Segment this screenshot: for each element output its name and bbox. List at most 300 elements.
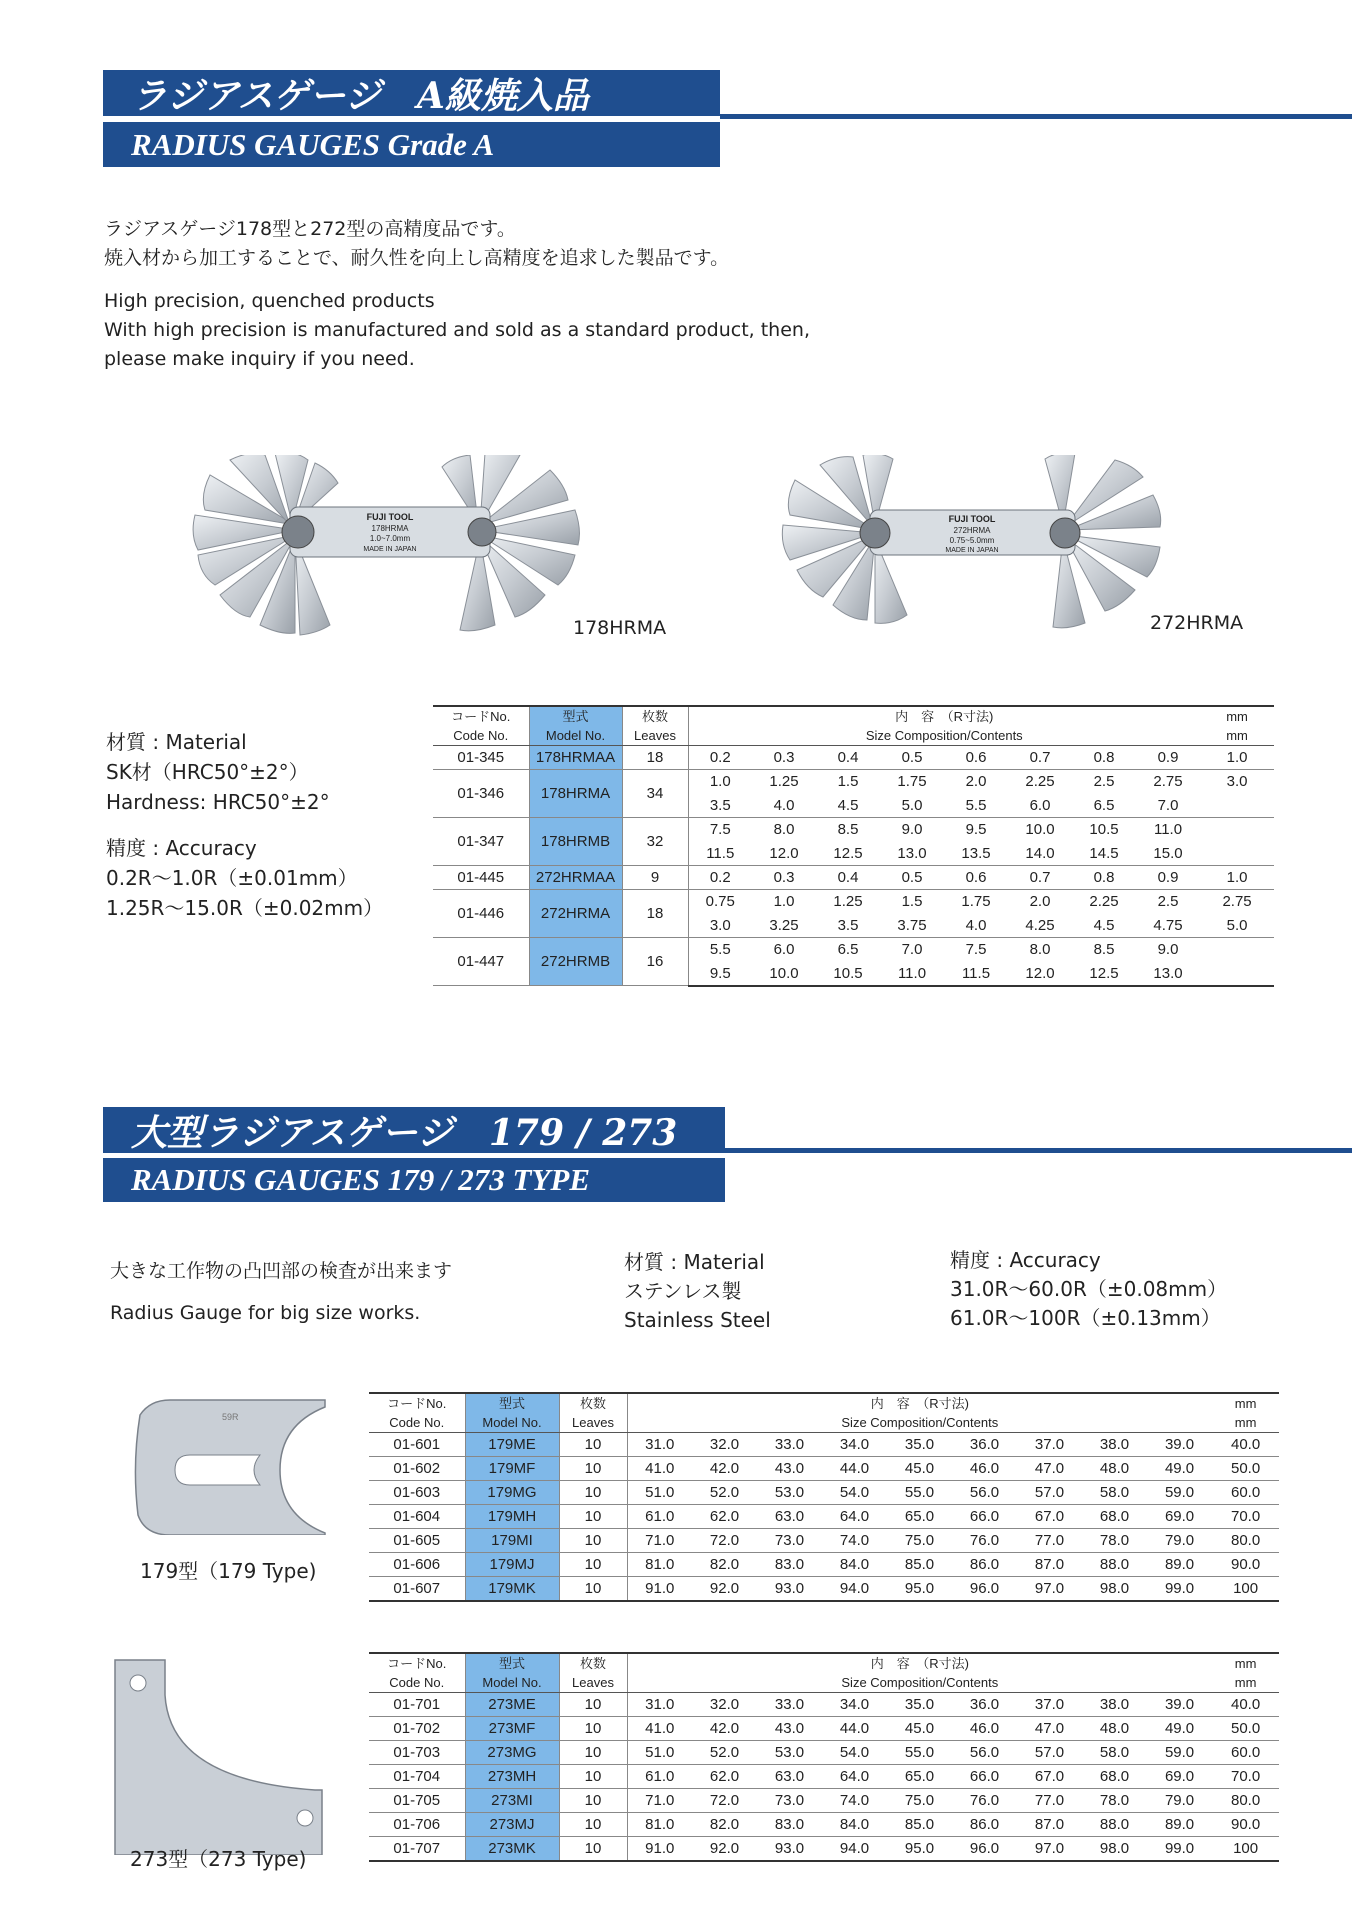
model-cell: 272HRMAA bbox=[529, 866, 622, 890]
size-cell: 92.0 bbox=[692, 1837, 757, 1861]
model-cell: 179MF bbox=[465, 1457, 559, 1481]
product-image-178hrma bbox=[190, 455, 590, 645]
size-cell: 3.0 bbox=[1226, 773, 1248, 791]
code-cell: 01-445 bbox=[433, 866, 529, 890]
pivot-right-icon bbox=[468, 518, 496, 546]
size-cell: 1.75 bbox=[897, 773, 927, 791]
section1-specs bbox=[106, 727, 383, 923]
code-cell: 01-604 bbox=[369, 1505, 465, 1529]
code-cell: 01-606 bbox=[369, 1553, 465, 1577]
material-label: 材質 : Material bbox=[624, 1250, 765, 1274]
size-cell: 47.0 bbox=[1017, 1717, 1082, 1741]
size-cell: 97.0 bbox=[1017, 1837, 1082, 1861]
size-cell: 47.0 bbox=[1017, 1457, 1082, 1481]
size-cell: 0.6 bbox=[944, 866, 1008, 890]
section2-material bbox=[624, 1248, 771, 1335]
model-cell: 178HRMA bbox=[529, 770, 622, 818]
size-cell: 31.0 bbox=[627, 1693, 692, 1717]
size-cell: 67.0 bbox=[1017, 1505, 1082, 1529]
size-cell: 100 bbox=[1212, 1577, 1279, 1601]
size-cell: 1.0 bbox=[1200, 746, 1274, 770]
leaves-cell: 10 bbox=[559, 1813, 627, 1837]
table-row bbox=[369, 1693, 1279, 1717]
table-row bbox=[369, 1741, 1279, 1765]
size-cell: 0.7 bbox=[1008, 866, 1072, 890]
material-jp: SK材（HRC50°±2°） bbox=[106, 760, 309, 784]
model-cell: 178HRMAA bbox=[529, 746, 622, 770]
code-cell: 01-346 bbox=[433, 770, 529, 818]
size-cell: 3.5 bbox=[816, 914, 880, 938]
size-cell: 1.25 bbox=[769, 773, 799, 791]
size-cell: 1.5 bbox=[901, 893, 923, 911]
header-leaves: 枚数 Leaves bbox=[622, 706, 688, 746]
size-cell: 0.2 bbox=[688, 866, 752, 890]
code-cell: 01-347 bbox=[433, 818, 529, 866]
leaves-cell: 34 bbox=[622, 770, 688, 818]
size-cell: 87.0 bbox=[1017, 1553, 1082, 1577]
size-cell: 5.5 bbox=[709, 941, 731, 959]
size-cell bbox=[1200, 938, 1274, 962]
size-cell: 73.0 bbox=[757, 1789, 822, 1813]
size-cell: 2.25 bbox=[1025, 773, 1055, 791]
size-cell: 64.0 bbox=[822, 1765, 887, 1789]
size-cell: 11.5 bbox=[944, 962, 1008, 986]
size-cell: 55.0 bbox=[887, 1481, 952, 1505]
size-cell: 85.0 bbox=[887, 1813, 952, 1837]
size-cell: 34.0 bbox=[822, 1433, 887, 1457]
image1-caption: 178HRMA bbox=[573, 617, 667, 639]
leaves-cell: 10 bbox=[559, 1741, 627, 1765]
size-cell: 76.0 bbox=[952, 1789, 1017, 1813]
size-cell: 46.0 bbox=[952, 1717, 1017, 1741]
size-cell: 79.0 bbox=[1147, 1529, 1212, 1553]
image2-caption: 272HRMA bbox=[1150, 612, 1244, 634]
accuracy-label: 精度 : Accuracy bbox=[106, 836, 257, 860]
header-code: コードNo. Code No. bbox=[433, 706, 529, 746]
size-cell: 40.0 bbox=[1212, 1693, 1279, 1717]
size-cell: 49.0 bbox=[1147, 1717, 1212, 1741]
gauge-179-image bbox=[130, 1395, 330, 1535]
size-cell: 99.0 bbox=[1147, 1837, 1212, 1861]
size-cell: 7.5 bbox=[709, 821, 731, 839]
size-cell: 9.0 bbox=[901, 821, 923, 839]
size-cell: 42.0 bbox=[692, 1457, 757, 1481]
desc-jp-line: ラジアスゲージ178型と272型の高精度品です。 bbox=[104, 218, 516, 240]
size-cell: 52.0 bbox=[692, 1741, 757, 1765]
size-cell: 99.0 bbox=[1147, 1577, 1212, 1601]
size-cell: 2.0 bbox=[965, 773, 987, 791]
table-row bbox=[433, 746, 1274, 770]
size-cell: 8.5 bbox=[837, 821, 859, 839]
size-cell: 75.0 bbox=[887, 1789, 952, 1813]
leaves-cell: 10 bbox=[559, 1693, 627, 1717]
size-cell: 44.0 bbox=[822, 1457, 887, 1481]
size-cell: 51.0 bbox=[627, 1481, 692, 1505]
size-cell: 72.0 bbox=[692, 1529, 757, 1553]
model-cell: 179MI bbox=[465, 1529, 559, 1553]
size-cell: 62.0 bbox=[692, 1765, 757, 1789]
size-cell: 1.75 bbox=[961, 893, 991, 911]
size-cell: 63.0 bbox=[757, 1765, 822, 1789]
size-cell: 45.0 bbox=[887, 1457, 952, 1481]
size-cell: 83.0 bbox=[757, 1813, 822, 1837]
model-cell: 273MJ bbox=[465, 1813, 559, 1837]
leaves-cell: 10 bbox=[559, 1529, 627, 1553]
material-en: Hardness: HRC50°±2° bbox=[106, 790, 330, 814]
size-cell: 39.0 bbox=[1147, 1693, 1212, 1717]
table-row bbox=[369, 1717, 1279, 1741]
section2-accuracy bbox=[950, 1246, 1227, 1333]
size-cell: 81.0 bbox=[627, 1553, 692, 1577]
table-row bbox=[369, 1433, 1279, 1457]
size-cell: 51.0 bbox=[627, 1741, 692, 1765]
size-cell: 57.0 bbox=[1017, 1481, 1082, 1505]
leaves-cell: 18 bbox=[622, 890, 688, 938]
size-cell: 36.0 bbox=[952, 1433, 1017, 1457]
model-cell: 273ME bbox=[465, 1693, 559, 1717]
size-cell: 89.0 bbox=[1147, 1813, 1212, 1837]
code-cell: 01-447 bbox=[433, 938, 529, 986]
accuracy-line: 1.25R～15.0R（±0.02mm） bbox=[106, 896, 384, 920]
header-model: 型式 Model No. bbox=[465, 1393, 559, 1433]
gauge2-brand-label: FUJI TOOL bbox=[948, 514, 996, 524]
size-cell: 10.5 bbox=[1089, 821, 1119, 839]
size-cell: 96.0 bbox=[952, 1577, 1017, 1601]
pivot-left-icon bbox=[860, 518, 890, 548]
header-contents: 内 容 （R寸法) Size Composition/Contents bbox=[627, 1393, 1212, 1433]
gauge2-model-label: 272HRMA bbox=[953, 526, 991, 535]
size-cell: 1.0 bbox=[709, 773, 731, 791]
size-cell: 33.0 bbox=[757, 1433, 822, 1457]
size-cell: 37.0 bbox=[1017, 1433, 1082, 1457]
size-cell: 90.0 bbox=[1212, 1813, 1279, 1837]
size-cell: 10.0 bbox=[752, 962, 816, 986]
header-model: 型式 Model No. bbox=[529, 706, 622, 746]
desc-en-line: With high precision is manufactured and sold as a standard product, then, bbox=[104, 319, 810, 341]
leaves-cell: 10 bbox=[559, 1505, 627, 1529]
size-cell: 11.0 bbox=[880, 962, 944, 986]
size-cell bbox=[1200, 818, 1274, 842]
size-cell: 71.0 bbox=[627, 1789, 692, 1813]
size-cell: 11.5 bbox=[688, 842, 752, 866]
size-cell: 0.6 bbox=[944, 746, 1008, 770]
size-cell: 57.0 bbox=[1017, 1741, 1082, 1765]
table-row bbox=[433, 866, 1274, 890]
header-code: コードNo. Code No. bbox=[369, 1653, 465, 1693]
size-cell: 93.0 bbox=[757, 1577, 822, 1601]
model-cell: 273MF bbox=[465, 1717, 559, 1741]
table-row bbox=[369, 1505, 1279, 1529]
table-row bbox=[433, 938, 1274, 962]
table-row bbox=[369, 1813, 1279, 1837]
model-cell: 179MK bbox=[465, 1577, 559, 1601]
gauge2-origin-label: MADE IN JAPAN bbox=[945, 547, 999, 554]
size-cell: 2.75 bbox=[1222, 893, 1252, 911]
size-cell: 0.8 bbox=[1072, 866, 1136, 890]
leaves-cell: 18 bbox=[622, 746, 688, 770]
size-cell: 89.0 bbox=[1147, 1553, 1212, 1577]
size-cell: 83.0 bbox=[757, 1553, 822, 1577]
table-row bbox=[369, 1553, 1279, 1577]
product-image-272hrma bbox=[775, 455, 1175, 635]
table-row bbox=[369, 1529, 1279, 1553]
size-cell: 31.0 bbox=[627, 1433, 692, 1457]
size-cell: 78.0 bbox=[1082, 1789, 1147, 1813]
code-cell: 01-605 bbox=[369, 1529, 465, 1553]
size-cell: 61.0 bbox=[627, 1505, 692, 1529]
desc-jp-line: 焼入材から加工することで、耐久性を向上し高精度を追求した製品です。 bbox=[104, 247, 730, 269]
size-cell: 4.5 bbox=[816, 794, 880, 818]
code-cell: 01-607 bbox=[369, 1577, 465, 1601]
size-cell: 1.25 bbox=[833, 893, 863, 911]
size-cell: 88.0 bbox=[1082, 1553, 1147, 1577]
size-cell: 8.0 bbox=[773, 821, 795, 839]
code-cell: 01-705 bbox=[369, 1789, 465, 1813]
leaves-cell: 10 bbox=[559, 1457, 627, 1481]
size-cell: 86.0 bbox=[952, 1553, 1017, 1577]
size-cell: 39.0 bbox=[1147, 1433, 1212, 1457]
size-cell: 81.0 bbox=[627, 1813, 692, 1837]
size-cell: 9.5 bbox=[688, 962, 752, 986]
size-cell: 9.5 bbox=[965, 821, 987, 839]
table-row bbox=[369, 1789, 1279, 1813]
size-cell: 6.0 bbox=[1008, 794, 1072, 818]
table-row bbox=[369, 1457, 1279, 1481]
size-cell: 7.5 bbox=[965, 941, 987, 959]
size-cell: 69.0 bbox=[1147, 1765, 1212, 1789]
size-cell: 3.5 bbox=[688, 794, 752, 818]
header-leaves: 枚数 Leaves bbox=[559, 1653, 627, 1693]
size-cell: 1.5 bbox=[837, 773, 859, 791]
size-cell: 7.0 bbox=[901, 941, 923, 959]
size-cell: 68.0 bbox=[1082, 1765, 1147, 1789]
size-cell: 48.0 bbox=[1082, 1457, 1147, 1481]
size-cell: 56.0 bbox=[952, 1481, 1017, 1505]
size-cell: 2.5 bbox=[1093, 773, 1115, 791]
code-cell: 01-703 bbox=[369, 1741, 465, 1765]
size-cell bbox=[1200, 794, 1274, 818]
table-row bbox=[369, 1481, 1279, 1505]
size-cell: 10.0 bbox=[1025, 821, 1055, 839]
size-cell: 66.0 bbox=[952, 1765, 1017, 1789]
size-cell: 73.0 bbox=[757, 1529, 822, 1553]
size-cell: 43.0 bbox=[757, 1717, 822, 1741]
leaves-cell: 10 bbox=[559, 1553, 627, 1577]
size-cell: 59.0 bbox=[1147, 1741, 1212, 1765]
header-code: コードNo. Code No. bbox=[369, 1393, 465, 1433]
section1-title-jp: ラジアスゲージ A級焼入品 bbox=[103, 70, 720, 116]
size-cell: 74.0 bbox=[822, 1529, 887, 1553]
size-cell: 100 bbox=[1212, 1837, 1279, 1861]
size-cell: 10.5 bbox=[816, 962, 880, 986]
size-cell: 98.0 bbox=[1082, 1577, 1147, 1601]
section1-title-en: RADIUS GAUGES Grade A bbox=[103, 122, 720, 167]
table-row bbox=[433, 818, 1274, 842]
size-cell: 96.0 bbox=[952, 1837, 1017, 1861]
size-cell: 0.7 bbox=[1008, 746, 1072, 770]
code-cell: 01-702 bbox=[369, 1717, 465, 1741]
size-cell bbox=[1200, 842, 1274, 866]
size-cell: 13.5 bbox=[944, 842, 1008, 866]
size-cell: 53.0 bbox=[757, 1481, 822, 1505]
size-cell: 58.0 bbox=[1082, 1481, 1147, 1505]
size-cell: 44.0 bbox=[822, 1717, 887, 1741]
size-cell: 53.0 bbox=[757, 1741, 822, 1765]
model-cell: 272HRMA bbox=[529, 890, 622, 938]
size-cell: 7.0 bbox=[1136, 794, 1200, 818]
model-cell: 179MG bbox=[465, 1481, 559, 1505]
leaves-cell: 10 bbox=[559, 1837, 627, 1861]
model-cell: 273MG bbox=[465, 1741, 559, 1765]
size-cell: 68.0 bbox=[1082, 1505, 1147, 1529]
size-cell: 9.0 bbox=[1157, 941, 1179, 959]
size-cell: 45.0 bbox=[887, 1717, 952, 1741]
size-cell: 91.0 bbox=[627, 1577, 692, 1601]
size-cell: 74.0 bbox=[822, 1789, 887, 1813]
size-cell: 14.0 bbox=[1008, 842, 1072, 866]
size-cell: 40.0 bbox=[1212, 1433, 1279, 1457]
header-model: 型式 Model No. bbox=[465, 1653, 559, 1693]
size-cell: 32.0 bbox=[692, 1433, 757, 1457]
size-cell: 70.0 bbox=[1212, 1505, 1279, 1529]
size-cell: 15.0 bbox=[1136, 842, 1200, 866]
size-cell: 36.0 bbox=[952, 1693, 1017, 1717]
size-cell: 76.0 bbox=[952, 1529, 1017, 1553]
code-cell: 01-707 bbox=[369, 1837, 465, 1861]
gauge2-range-label: 0.75~5.0mm bbox=[949, 536, 995, 545]
code-cell: 01-701 bbox=[369, 1693, 465, 1717]
size-cell: 34.0 bbox=[822, 1693, 887, 1717]
leaves-cell: 10 bbox=[559, 1789, 627, 1813]
size-cell: 77.0 bbox=[1017, 1789, 1082, 1813]
code-cell: 01-704 bbox=[369, 1765, 465, 1789]
gauge1-origin-label: MADE IN JAPAN bbox=[363, 546, 417, 553]
size-cell: 43.0 bbox=[757, 1457, 822, 1481]
size-cell: 67.0 bbox=[1017, 1765, 1082, 1789]
header-leaves: 枚数 Leaves bbox=[559, 1393, 627, 1433]
size-cell: 65.0 bbox=[887, 1765, 952, 1789]
leaves-cell: 10 bbox=[559, 1577, 627, 1601]
gauge1-model-label: 178HRMA bbox=[371, 524, 409, 533]
size-cell: 4.25 bbox=[1008, 914, 1072, 938]
size-cell: 49.0 bbox=[1147, 1457, 1212, 1481]
size-cell: 38.0 bbox=[1082, 1433, 1147, 1457]
size-cell: 86.0 bbox=[952, 1813, 1017, 1837]
section2-description bbox=[110, 1250, 452, 1334]
header-unit: mm mm bbox=[1200, 706, 1274, 746]
size-cell: 2.25 bbox=[1089, 893, 1119, 911]
table-row bbox=[369, 1837, 1279, 1861]
size-cell: 6.0 bbox=[773, 941, 795, 959]
hole-icon bbox=[297, 1810, 313, 1826]
size-cell bbox=[1200, 962, 1274, 986]
size-cell: 4.5 bbox=[1072, 914, 1136, 938]
table-row bbox=[369, 1765, 1279, 1789]
desc-en-line: Radius Gauge for big size works. bbox=[110, 1302, 421, 1324]
gauge-273-image bbox=[110, 1655, 325, 1855]
size-cell: 2.0 bbox=[1029, 893, 1051, 911]
desc-en-line: please make inquiry if you need. bbox=[104, 348, 415, 370]
size-cell: 58.0 bbox=[1082, 1741, 1147, 1765]
pivot-right-icon bbox=[1050, 518, 1080, 548]
gauge179-radius-mark: 59R bbox=[222, 1412, 239, 1422]
header-unit: mm mm bbox=[1212, 1653, 1279, 1693]
size-cell: 41.0 bbox=[627, 1457, 692, 1481]
size-cell: 59.0 bbox=[1147, 1481, 1212, 1505]
size-cell: 8.0 bbox=[1029, 941, 1051, 959]
size-cell: 8.5 bbox=[1093, 941, 1115, 959]
size-cell: 85.0 bbox=[887, 1553, 952, 1577]
size-cell: 0.9 bbox=[1136, 746, 1200, 770]
code-cell: 01-345 bbox=[433, 746, 529, 770]
leaves-cell: 32 bbox=[622, 818, 688, 866]
leaves-cell: 10 bbox=[559, 1765, 627, 1789]
accuracy-label: 精度 : Accuracy bbox=[950, 1248, 1101, 1272]
size-cell: 52.0 bbox=[692, 1481, 757, 1505]
section1-description-en bbox=[104, 287, 810, 374]
size-cell: 6.5 bbox=[837, 941, 859, 959]
size-cell: 70.0 bbox=[1212, 1765, 1279, 1789]
hole-icon bbox=[130, 1675, 146, 1691]
model-cell: 179MH bbox=[465, 1505, 559, 1529]
caption-273: 273型（273 Type) bbox=[130, 1847, 307, 1871]
code-cell: 01-601 bbox=[369, 1433, 465, 1457]
size-cell: 94.0 bbox=[822, 1577, 887, 1601]
caption-179: 179型（179 Type) bbox=[140, 1559, 317, 1583]
material-en: Stainless Steel bbox=[624, 1308, 771, 1332]
size-cell: 13.0 bbox=[1136, 962, 1200, 986]
section2-rule bbox=[725, 1148, 1352, 1153]
size-cell: 60.0 bbox=[1212, 1481, 1279, 1505]
size-cell: 90.0 bbox=[1212, 1553, 1279, 1577]
size-cell: 92.0 bbox=[692, 1577, 757, 1601]
size-cell: 3.75 bbox=[880, 914, 944, 938]
size-cell: 12.5 bbox=[1072, 962, 1136, 986]
table-row bbox=[433, 890, 1274, 914]
size-cell: 35.0 bbox=[887, 1433, 952, 1457]
size-cell: 62.0 bbox=[692, 1505, 757, 1529]
size-cell: 0.9 bbox=[1136, 866, 1200, 890]
size-cell: 94.0 bbox=[822, 1837, 887, 1861]
size-cell: 0.5 bbox=[880, 866, 944, 890]
section2-title-en: RADIUS GAUGES 179 / 273 TYPE bbox=[103, 1158, 725, 1202]
size-cell: 3.0 bbox=[688, 914, 752, 938]
size-cell: 60.0 bbox=[1212, 1741, 1279, 1765]
size-cell: 88.0 bbox=[1082, 1813, 1147, 1837]
model-cell: 273MI bbox=[465, 1789, 559, 1813]
size-cell: 46.0 bbox=[952, 1457, 1017, 1481]
size-cell: 0.3 bbox=[752, 746, 816, 770]
size-cell: 71.0 bbox=[627, 1529, 692, 1553]
gauge1-range-label: 1.0~7.0mm bbox=[369, 534, 411, 543]
size-cell: 4.0 bbox=[752, 794, 816, 818]
gauge1-brand-label: FUJI TOOL bbox=[366, 512, 414, 522]
size-cell: 41.0 bbox=[627, 1717, 692, 1741]
material-jp: ステンレス製 bbox=[624, 1279, 742, 1303]
size-cell: 2.5 bbox=[1157, 893, 1179, 911]
model-cell: 179MJ bbox=[465, 1553, 559, 1577]
size-cell: 95.0 bbox=[887, 1837, 952, 1861]
leaves-cell: 10 bbox=[559, 1717, 627, 1741]
size-cell: 48.0 bbox=[1082, 1717, 1147, 1741]
size-cell: 1.0 bbox=[1200, 866, 1274, 890]
code-cell: 01-603 bbox=[369, 1481, 465, 1505]
size-cell: 64.0 bbox=[822, 1505, 887, 1529]
desc-en-line: High precision, quenched products bbox=[104, 290, 435, 312]
size-cell: 55.0 bbox=[887, 1741, 952, 1765]
size-cell: 79.0 bbox=[1147, 1789, 1212, 1813]
code-cell: 01-446 bbox=[433, 890, 529, 938]
